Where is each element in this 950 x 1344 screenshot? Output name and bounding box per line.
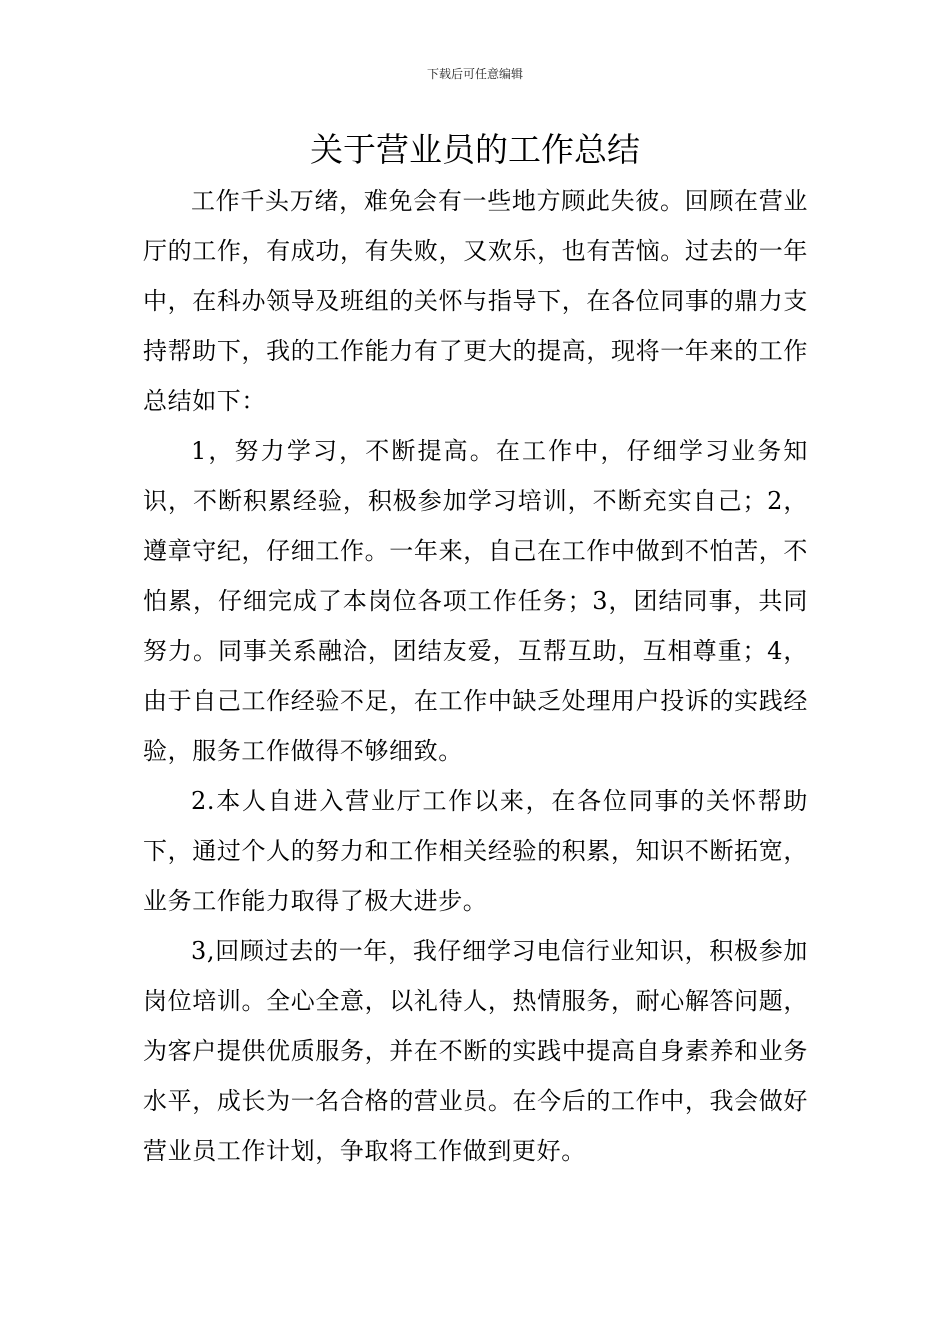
paragraph-points: 1，努力学习，不断提高。在工作中，仔细学习业务知识，不断积累经验，积极参加学习培训，不断充实自己；2，遵章守纪，仔细工作。一年来，自己在工作中做到不怕苦，不怕累，仔细完成了本岗位各项工作任务；3，团结同事，共同努力。同事关系融洽，团结友爱，互帮互助，互相尊重；4，由于自己工作经验不足，在工作中缺乏处理用户投诉的实践经验，服务工作做得不够细致。 bbox=[143, 437, 808, 765]
document-title: 关于营业员的工作总结 bbox=[310, 130, 640, 169]
header-note: 下载后可任意编辑 bbox=[426, 67, 523, 81]
paragraph-progress: 2.本人自进入营业厅工作以来，在各位同事的关怀帮助下，通过个人的努力和工作相关经验的积累，知识不断拓宽，业务工作能力取得了极大进步。 bbox=[143, 787, 808, 915]
paragraph-intro: 工作千头万绪，难免会有一些地方顾此失彼。回顾在营业厅的工作，有成功，有失败，又欢乐，也有苦恼。过去的一年中，在科办领导及班组的关怀与指导下，在各位同事的鼎力支持帮助下，我的工作能力有了更大的提高，现将一年来的工作总结如下： bbox=[143, 187, 808, 415]
paragraph-review: 3,回顾过去的一年，我仔细学习电信行业知识，积极参加岗位培训。全心全意，以礼待人，热情服务，耐心解答问题，为客户提供优质服务，并在不断的实践中提高自身素养和业务水平，成长为一名合格的营业员。在今后的工作中，我会做好营业员工作计划，争取将工作做到更好。 bbox=[143, 937, 808, 1165]
document-body bbox=[143, 176, 808, 1176]
